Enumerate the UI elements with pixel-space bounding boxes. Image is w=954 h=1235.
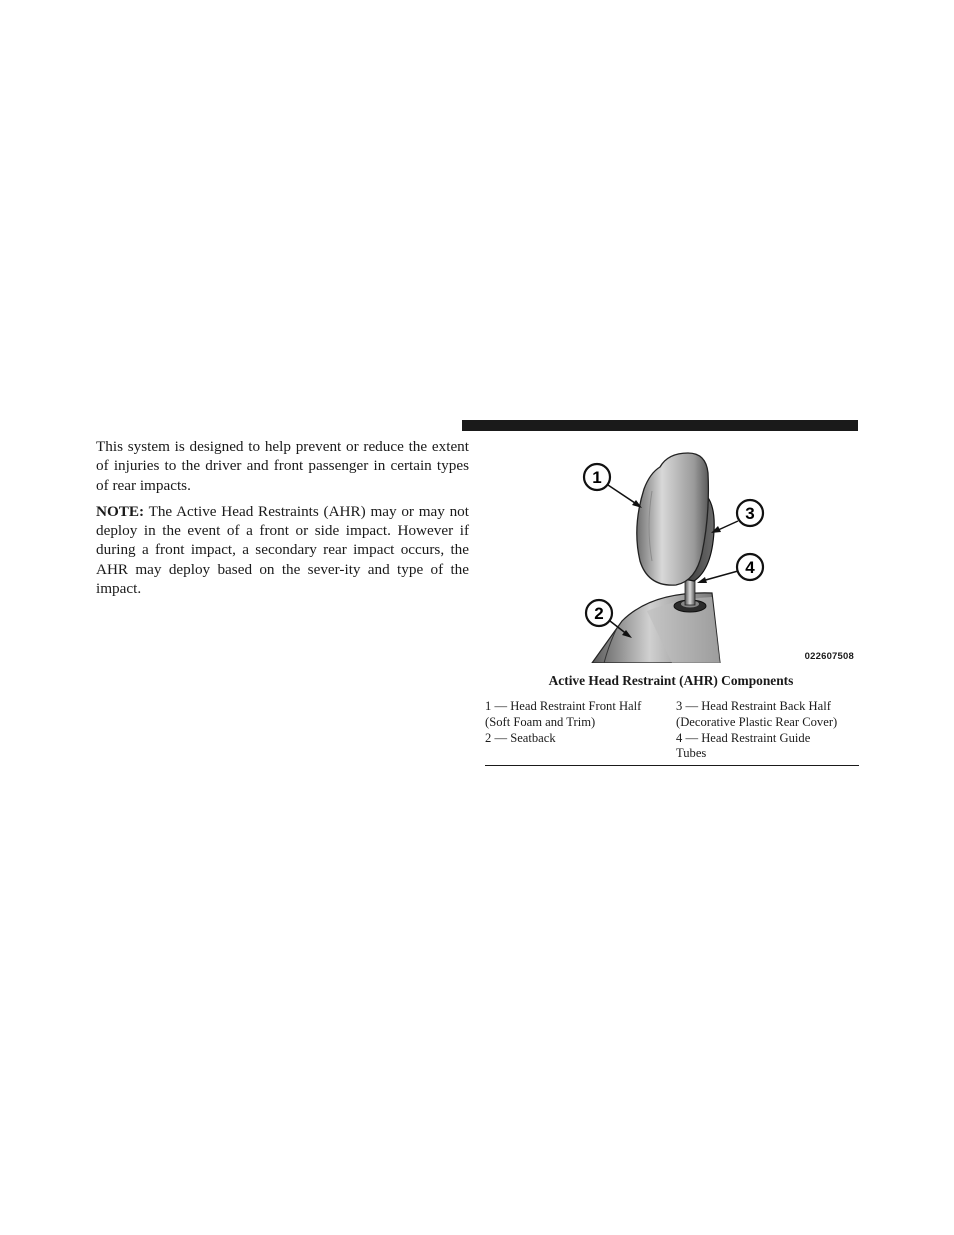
legend-item-1	[485, 699, 676, 731]
section-rule	[462, 420, 858, 431]
figure-column	[462, 420, 858, 766]
body-text-column	[96, 437, 469, 605]
callout-4-number: 4	[745, 558, 755, 577]
legend-item-4-line2: Tubes	[676, 746, 707, 761]
callout-3	[711, 500, 763, 533]
callout-1	[584, 464, 642, 508]
legend-item-1-line1: 1 — Head Restraint Front Half	[485, 699, 642, 713]
figure-code: 022607508	[804, 651, 854, 662]
note-label: NOTE:	[96, 502, 145, 520]
intro-paragraph: This system is designed to help prevent or reduce the extent of injuries to the driver and front passenger in certain types of rear impacts.	[96, 438, 469, 494]
legend-item-1-line2: (Soft Foam and Trim)	[485, 714, 596, 729]
legend-item-4	[676, 731, 859, 763]
note-paragraph	[96, 502, 469, 598]
front-half-shape	[637, 453, 709, 585]
figure-caption: Active Head Restraint (AHR) Components	[548, 673, 794, 688]
figure-legend	[485, 699, 859, 766]
callout-2-number: 2	[594, 604, 604, 623]
legend-item-3-line2: (Decorative Plastic Rear Cover)	[676, 714, 838, 729]
legend-item-2	[485, 731, 676, 763]
ahr-illustration	[462, 431, 858, 663]
legend-item-3-line1: 3 — Head Restraint Back Half	[676, 699, 831, 713]
note-text: The Active Head Restraints (AHR) may or may not deploy in the event of a front or side impact. However if during a front impact, a secondary rear impact occurs, the AHR may deploy based on the sever-ity and type of the impact.	[96, 502, 469, 598]
legend-item-4-line1: 4 — Head Restraint Guide	[676, 730, 811, 745]
callout-3-number: 3	[745, 504, 755, 523]
head-restraint-drawing	[462, 431, 858, 663]
legend-item-3	[676, 699, 859, 731]
callout-1-number: 1	[592, 468, 602, 487]
legend-item-2-line1: 2 — Seatback	[485, 730, 556, 745]
